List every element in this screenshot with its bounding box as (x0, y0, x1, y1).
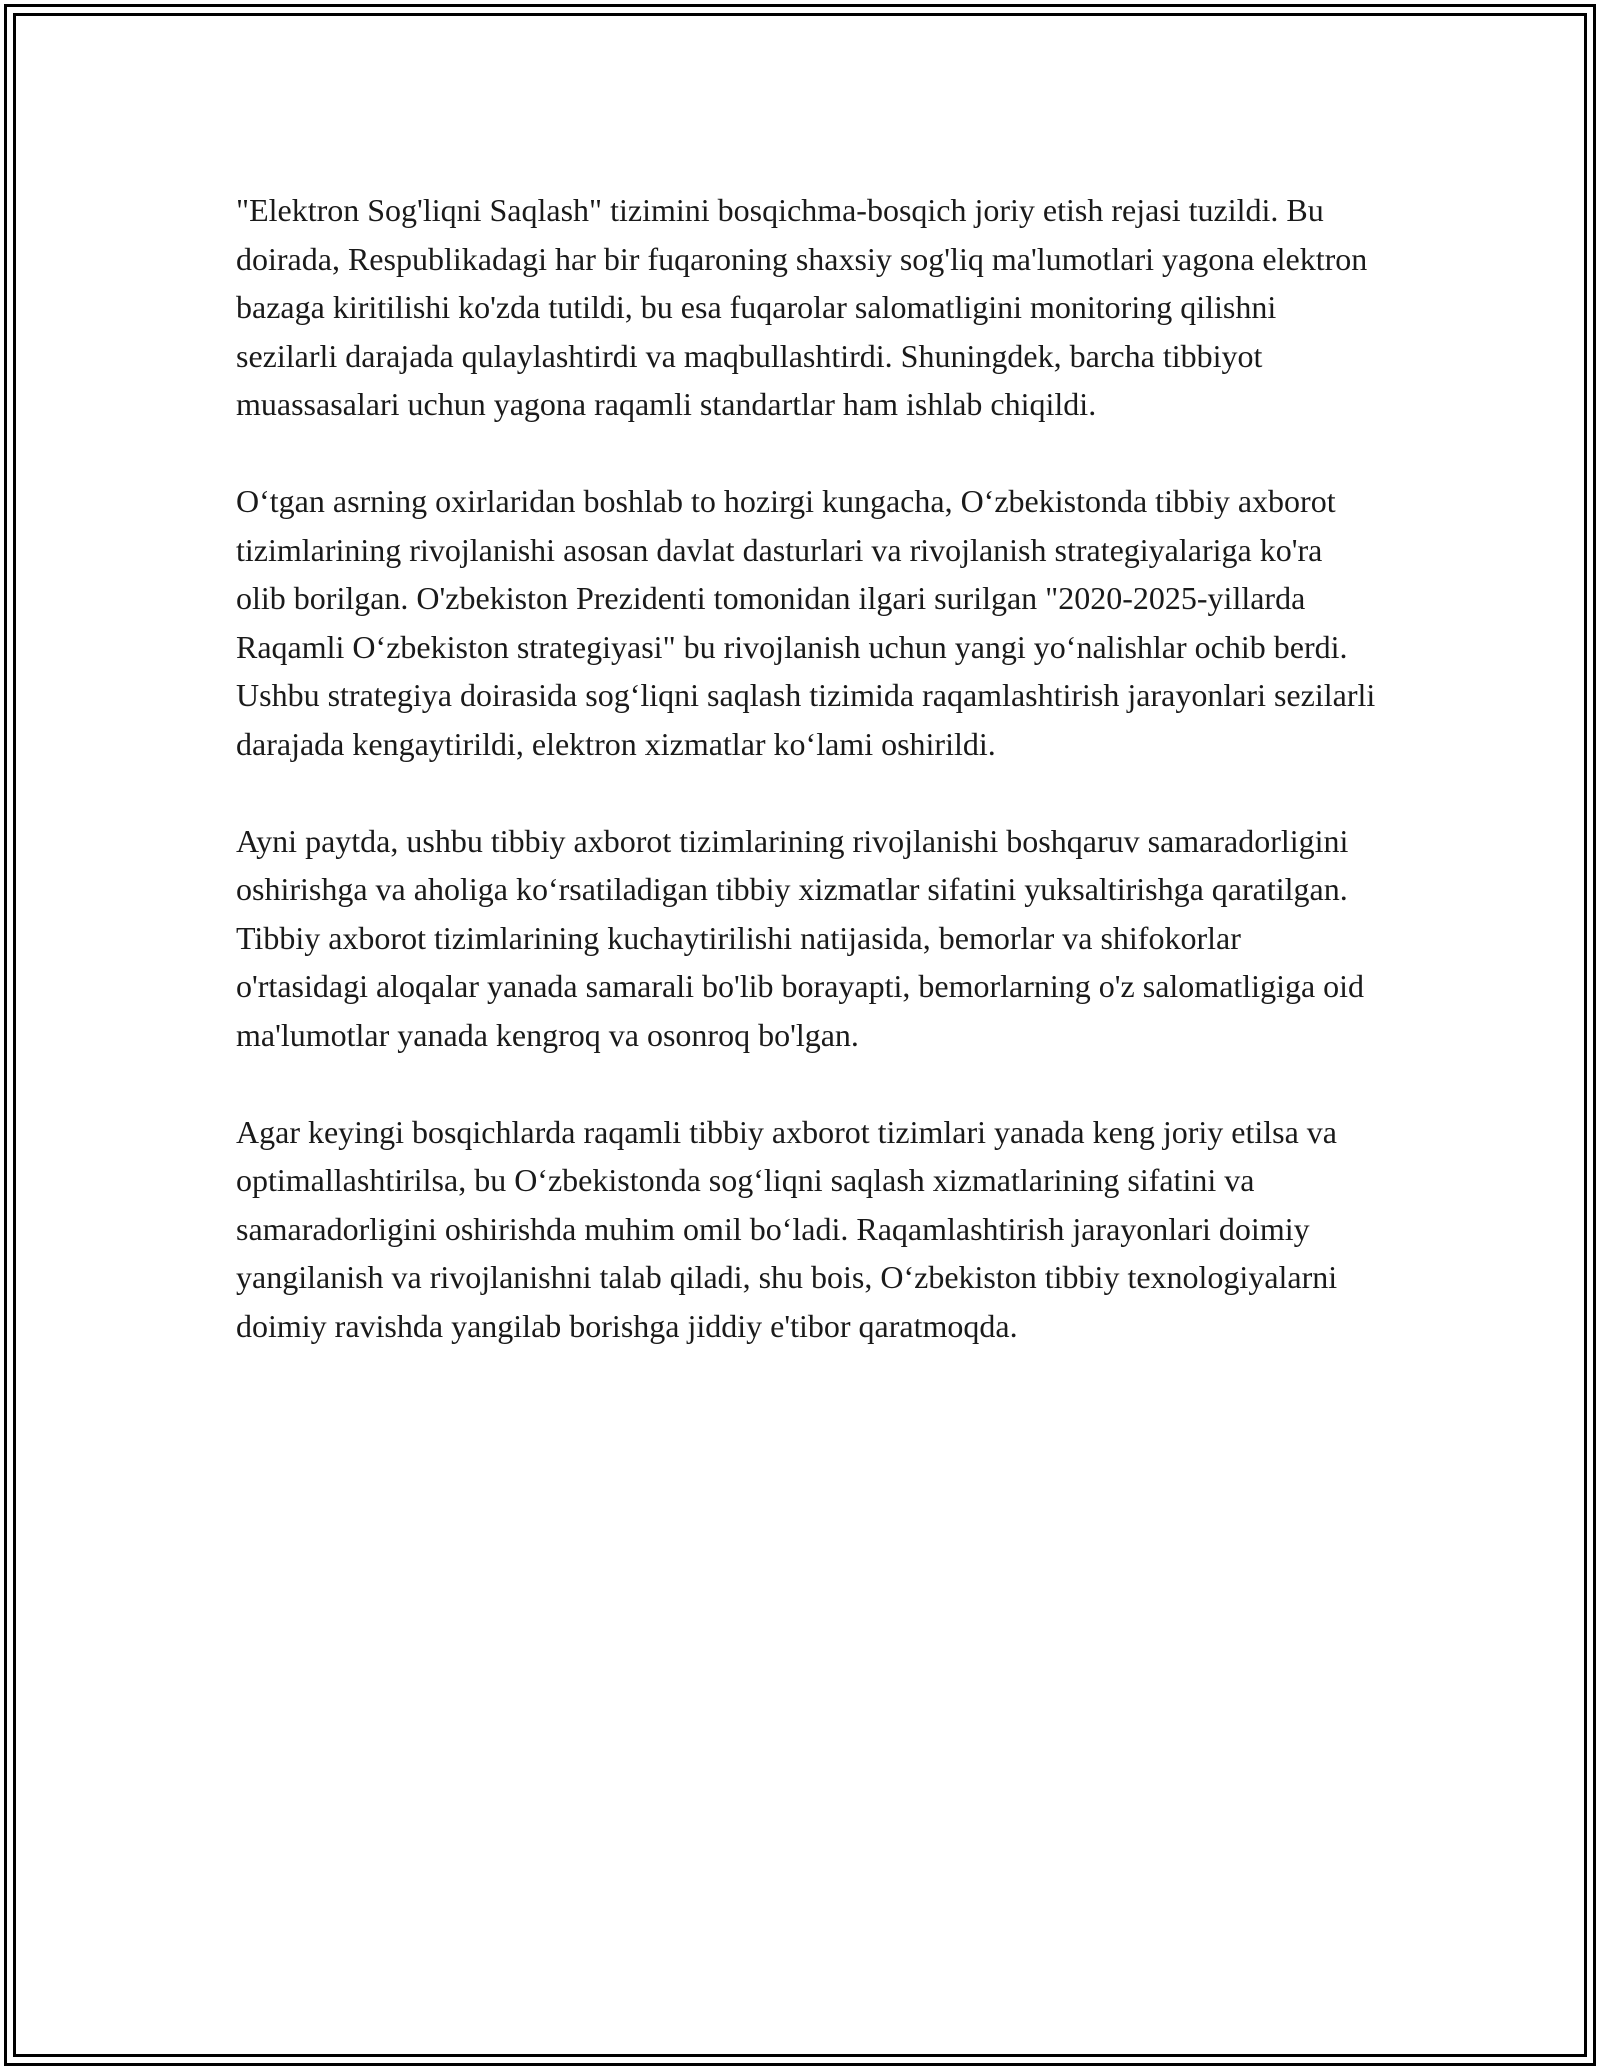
paragraph-2: O‘tgan asrning oxirlaridan boshlab to hozirgi kungacha, O‘zbekistonda tibbiy axborot tizimlarining rivojlanishi asosan davlat dasturlari va rivojlanish strategiyalariga ko'ra olib borilgan. O'zbekiston Prezidenti tomonidan ilgari surilgan "2020-2025-yillarda Raqamli O‘zbekiston strategiyasi" bu rivojlanish uchun yangi yo‘nalishlar ochib berdi. Ushbu strategiya doirasida sog‘liqni saqlash tizimida raqamlashtirish jarayonlari sezilarli darajada kengaytirildi, elektron xizmatlar ko‘lami oshirildi. (236, 483, 1376, 762)
paragraph-1: "Elektron Sog'liqni Saqlash" tizimini bosqichma-bosqich joriy etish rejasi tuzildi. Bu doirada, Respublikadagi har bir fuqaroning shaxsiy sog'liq ma'lumotlari yagona elektron bazaga kiritilishi ko'zda tutildi, bu esa fuqarolar salomatligini monitoring qilishni sezilarli darajada qulaylashtirdi va maqbullashtirdi. Shuningdek, barcha tibbiyot muassasalari uchun yagona raqamli standartlar ham ishlab chiqildi. (236, 192, 1368, 422)
document-body (236, 186, 1376, 1350)
paragraph-3: Ayni paytda, ushbu tibbiy axborot tizimlarining rivojlanishi boshqaruv samaradorligini oshirishga va aholiga ko‘rsatiladigan tibbiy xizmatlar sifatini yuksaltirishga qaratilgan. Tibbiy axborot tizimlarining kuchaytirilishi natijasida, bemorlar va shifokorlar o'rtasidagi aloqalar yanada samarali bo'lib borayapti, bemorlarning o'z salomatligiga oid ma'lumotlar yanada kengroq va osonroq bo'lgan. (236, 822, 1365, 1053)
paragraph-4: Agar keyingi bosqichlarda raqamli tibbiy axborot tizimlari yanada keng joriy etilsa va optimallashtirilsa, bu O‘zbekistonda sog‘liqni saqlash xizmatlarining sifatini va samaradorligini oshirishda muhim omil bo‘ladi. Raqamlashtirish jarayonlari doimiy yangilanish va rivojlanishni talab qiladi, shu bois, O‘zbekiston tibbiy texnologiyalarni doimiy ravishda yangilab borishga jiddiy e'tibor qaratmoqda. (236, 1113, 1338, 1344)
